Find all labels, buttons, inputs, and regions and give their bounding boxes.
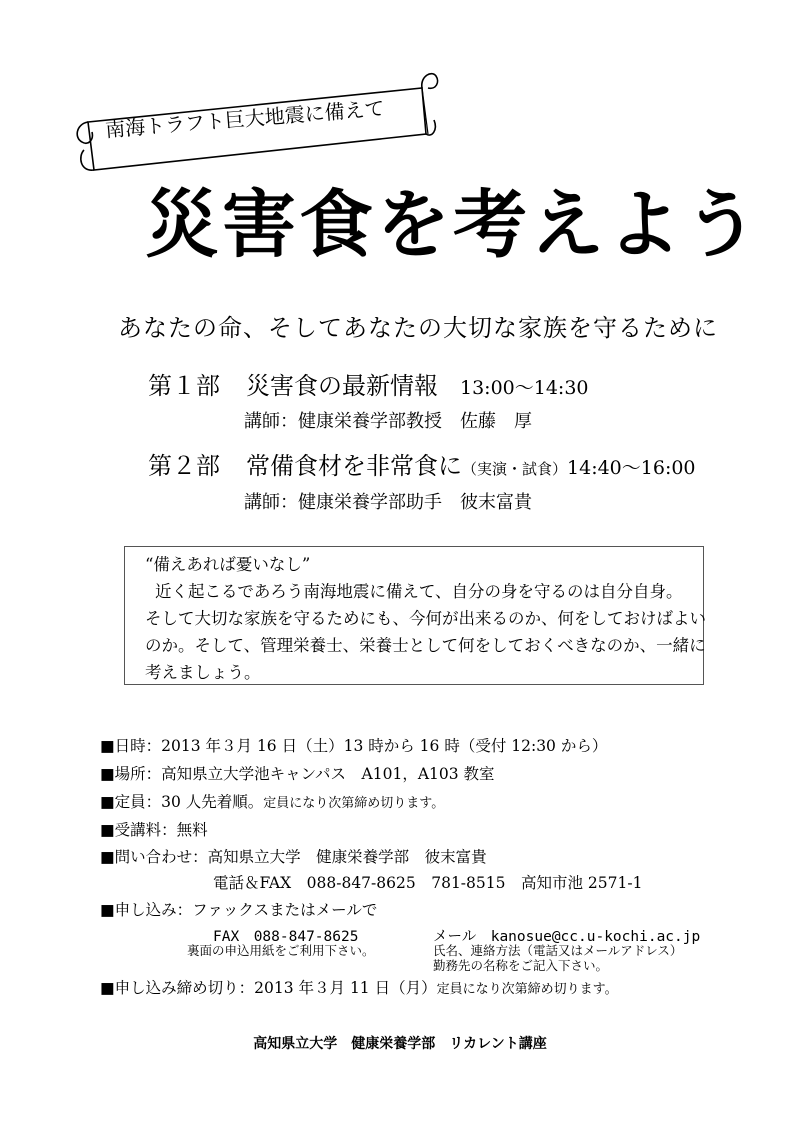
part2-line (148, 446, 696, 481)
quote-box (124, 546, 704, 685)
part2-label: 第２部 (148, 452, 220, 480)
part2-note: （実演・試食） (462, 460, 568, 478)
capacity-note: 定員になり次第締め切ります。 (263, 796, 445, 811)
capacity-main: ■定員：30 人先着順。 (100, 793, 264, 811)
deadline-note: 定員になり次第締め切ります。 (436, 982, 618, 997)
info-date: ■日時：2013 年３月 16 日（土）13 時から 16 時（受付 12:30 から） (100, 737, 608, 755)
info-capacity (100, 790, 444, 812)
part2-lecturer: 講師：健康栄養学部助手 彼末富貴 (244, 492, 532, 513)
part1-line (148, 366, 589, 401)
page-title: 災害食を考えよう (145, 182, 761, 268)
deadline-main: ■申し込み締め切り：2013 年３月 11 日（月） (100, 979, 437, 997)
info-deadline (100, 976, 618, 998)
quote-line: のか。そして、管理栄養士、栄養士として何をしておくべきなのか、一緒に (145, 636, 706, 655)
info-fee: ■受講料：無料 (100, 821, 208, 839)
info-contact-tel: 電話＆FAX 088-847-8625 781-8515 高知市池 2571-1 (213, 874, 643, 892)
apply-mail-note2: 勤務先の名称をご記入下さい。 (433, 958, 609, 973)
info-apply: ■申し込み：ファックスまたはメールで (100, 901, 378, 919)
apply-mail-note1: 氏名、連絡方法（電話又はメールアドレス） (433, 943, 683, 958)
quote-line: 近く起こるであろう南海地震に備えて、自分の身を守るのは自分自身。 (155, 582, 683, 601)
quote-line: そして大切な家族を守るためにも、今何が出来るのか、何をしておけばよい (145, 609, 706, 628)
tagline: あなたの命、そしてあなたの大切な家族を守るために (118, 314, 718, 342)
part1-label: 第１部 (148, 372, 220, 400)
part2-title: 常備食材を非常食に (246, 452, 462, 480)
info-contact: ■問い合わせ：高知県立大学 健康栄養学部 彼末富貴 (100, 848, 487, 866)
part1-time: 13:00～14:30 (460, 377, 589, 399)
banner-subtitle: 南海トラフト巨大地震に備えて (104, 96, 386, 142)
apply-mail: メール kanosue@cc.u-kochi.ac.jp (433, 929, 701, 945)
info-venue: ■場所：高知県立大学池キャンパス A101，A103 教室 (100, 765, 495, 783)
part1-lecturer: 講師：健康栄養学部教授 佐藤 厚 (244, 411, 532, 432)
apply-fax-note: 裏面の申込用紙をご利用下さい。 (187, 943, 375, 958)
part2-time: 14:40～16:00 (567, 457, 696, 479)
quote-heading: “備えあれば憂いなし” (145, 555, 311, 574)
apply-fax: FAX 088-847-8625 (213, 929, 359, 945)
footer: 高知県立大学 健康栄養学部 リカレント講座 (253, 1036, 547, 1052)
quote-line: 考えましょう。 (145, 663, 261, 682)
part1-title: 災害食の最新情報 (246, 372, 438, 400)
